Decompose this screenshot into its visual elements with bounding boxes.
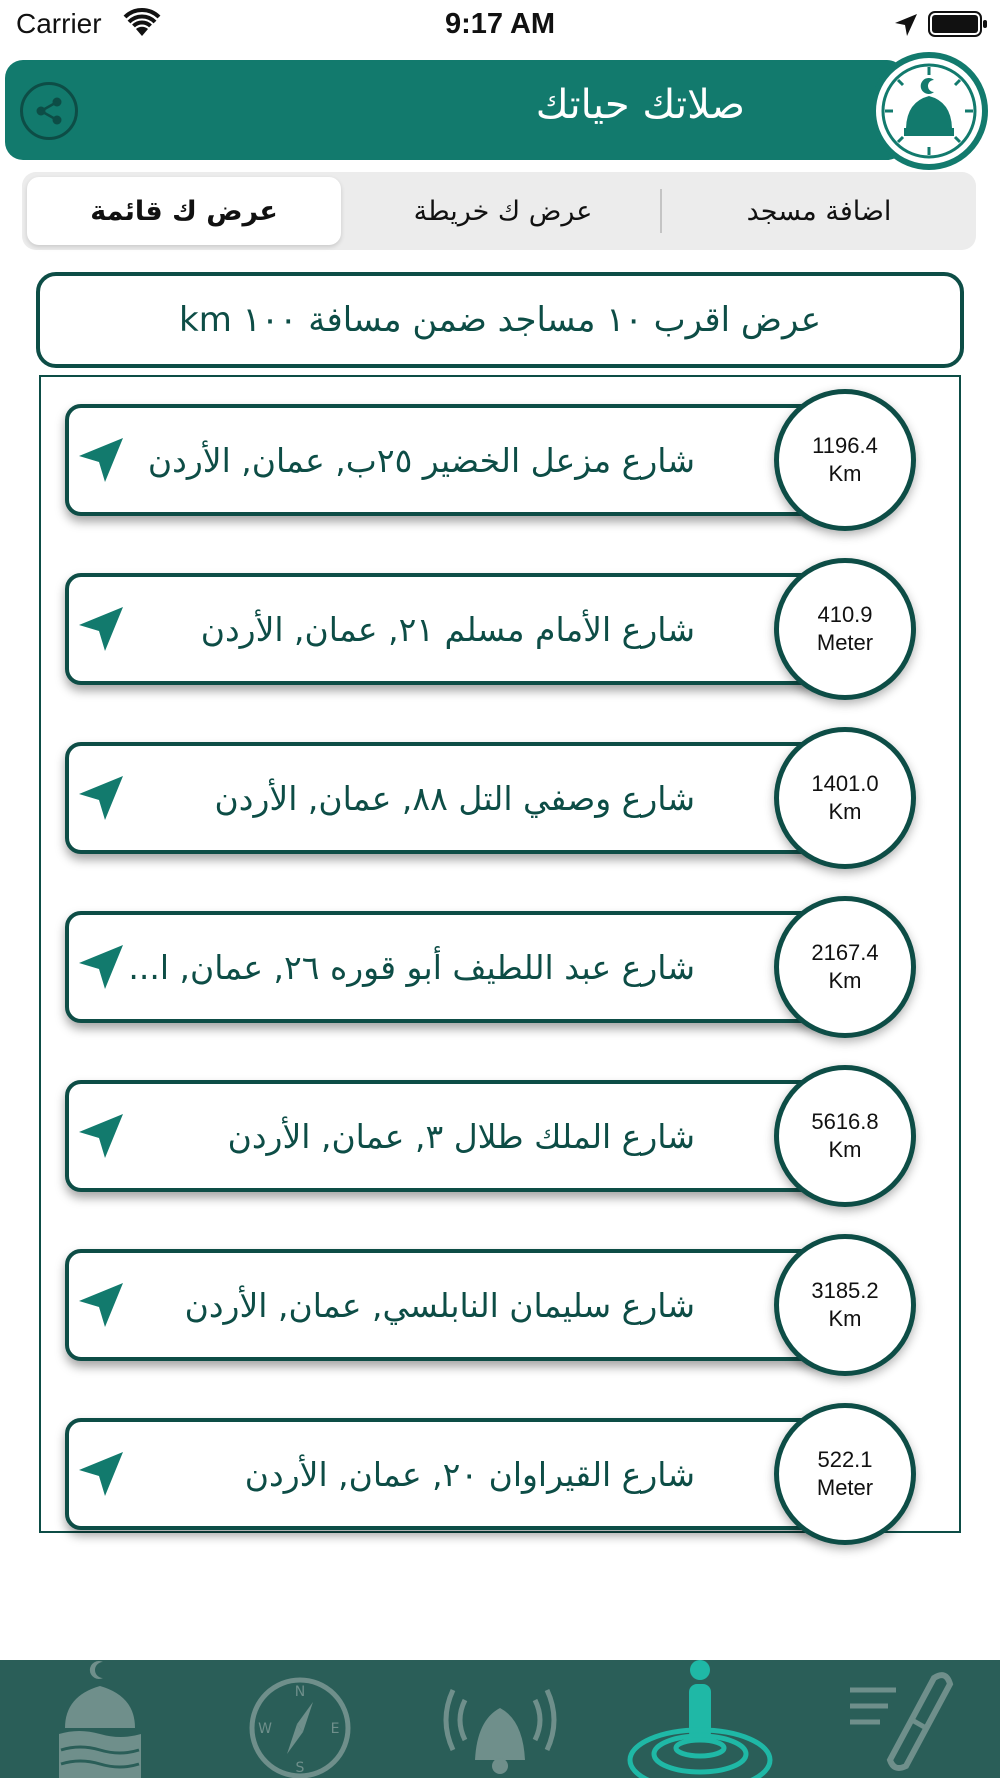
distance-badge bbox=[774, 558, 916, 700]
nearby-person-icon bbox=[625, 1660, 775, 1778]
distance-unit: Meter bbox=[816, 630, 874, 655]
status-bar bbox=[0, 0, 1000, 50]
mosque-address: شارع مزعل الخضير ٢٥ب, عمان, الأردن bbox=[147, 440, 695, 480]
tab-quran[interactable] bbox=[800, 1660, 1000, 1778]
list-item[interactable] bbox=[65, 742, 879, 854]
battery-icon bbox=[928, 10, 988, 38]
distance-value: 410.9 bbox=[817, 602, 873, 627]
list-item[interactable] bbox=[65, 573, 874, 685]
share-icon bbox=[33, 95, 65, 127]
tab-alarm[interactable] bbox=[400, 1660, 600, 1778]
tab-map-view[interactable] bbox=[346, 172, 660, 250]
tab-qibla[interactable] bbox=[200, 1660, 400, 1778]
location-arrow-icon bbox=[893, 12, 919, 38]
navigate-icon[interactable] bbox=[75, 1110, 127, 1162]
svg-text:W: W bbox=[258, 1721, 272, 1737]
tab-nearby-mosques[interactable] bbox=[600, 1660, 800, 1778]
mosque-address: شارع وصفي التل ٨٨, عمان, الأردن bbox=[214, 778, 695, 818]
svg-text:E: E bbox=[330, 1721, 340, 1737]
distance-badge bbox=[774, 1234, 916, 1376]
tab-list-view-label: عرض ك قائمة bbox=[90, 195, 278, 227]
carrier-label: Carrier bbox=[16, 8, 102, 39]
navigate-icon[interactable] bbox=[75, 1279, 127, 1331]
distance-unit: Km bbox=[828, 968, 862, 993]
compass-icon bbox=[245, 1660, 355, 1778]
tab-add-mosque[interactable] bbox=[662, 172, 976, 250]
distance-badge bbox=[774, 1403, 916, 1545]
range-filter-label: عرض اقرب ١٠ مساجد ضمن مسافة ١٠٠ km bbox=[179, 300, 821, 340]
svg-text:N: N bbox=[294, 1684, 306, 1700]
distance-value: 1401.0 bbox=[811, 771, 879, 796]
distance-value: 522.1 bbox=[817, 1447, 873, 1472]
navigate-icon[interactable] bbox=[75, 941, 127, 993]
tab-add-mosque-label: اضافة مسجد bbox=[746, 195, 892, 227]
alarm-bell-icon bbox=[435, 1660, 565, 1778]
navigate-icon[interactable] bbox=[75, 603, 127, 655]
app-logo bbox=[870, 52, 988, 170]
app-header bbox=[5, 60, 905, 160]
list-item[interactable] bbox=[65, 404, 878, 516]
mosque-clock-icon bbox=[876, 58, 982, 164]
distance-value: 1196.4 bbox=[812, 433, 878, 458]
distance-value: 2167.4 bbox=[811, 940, 879, 965]
view-mode-segmented-control bbox=[22, 172, 976, 250]
quran-pen-icon bbox=[840, 1660, 960, 1778]
distance-badge bbox=[774, 1065, 916, 1207]
distance-unit: Km bbox=[828, 1306, 862, 1331]
navigate-icon[interactable] bbox=[75, 434, 127, 486]
distance-badge bbox=[774, 896, 916, 1038]
list-item[interactable] bbox=[65, 911, 879, 1023]
app-title: صلاتك حياتك bbox=[535, 82, 745, 128]
svg-text:S: S bbox=[295, 1760, 305, 1776]
mosque-icon bbox=[45, 1660, 155, 1778]
distance-unit: Km bbox=[828, 1137, 862, 1162]
distance-value: 5616.8 bbox=[811, 1109, 879, 1134]
distance-unit: Km bbox=[828, 461, 862, 486]
mosque-address: شارع القيراوان ٢٠, عمان, الأردن bbox=[244, 1454, 695, 1494]
navigate-icon[interactable] bbox=[75, 1448, 127, 1500]
list-item[interactable] bbox=[65, 1249, 879, 1361]
distance-value: 3185.2 bbox=[811, 1278, 879, 1303]
distance-badge bbox=[774, 389, 916, 531]
list-item[interactable] bbox=[65, 1418, 874, 1530]
distance-unit: Km bbox=[828, 799, 862, 824]
distance-unit: Meter bbox=[816, 1475, 874, 1500]
mosque-address: شارع سليمان النابلسي, عمان, الأردن bbox=[184, 1285, 695, 1325]
clock: 9:17 AM bbox=[444, 8, 556, 40]
mosque-address: شارع الملك طلال ٣, عمان, الأردن bbox=[227, 1116, 695, 1156]
tab-map-view-label: عرض ك خريطة bbox=[413, 195, 593, 227]
mosque-list[interactable] bbox=[39, 375, 961, 1533]
mosque-address: شارع الأمام مسلم ٢١, عمان, الأردن bbox=[200, 609, 695, 649]
list-item[interactable] bbox=[65, 1080, 879, 1192]
share-button[interactable] bbox=[20, 82, 78, 140]
navigate-icon[interactable] bbox=[75, 772, 127, 824]
tab-list-view[interactable] bbox=[27, 177, 341, 245]
distance-badge bbox=[774, 727, 916, 869]
mosque-address: شارع عبد اللطيف أبو قوره ٢٦, عمان, ا... bbox=[128, 947, 695, 987]
range-filter-button[interactable] bbox=[36, 272, 964, 368]
tab-prayer-times[interactable] bbox=[0, 1660, 200, 1778]
bottom-tab-bar bbox=[0, 1660, 1000, 1778]
